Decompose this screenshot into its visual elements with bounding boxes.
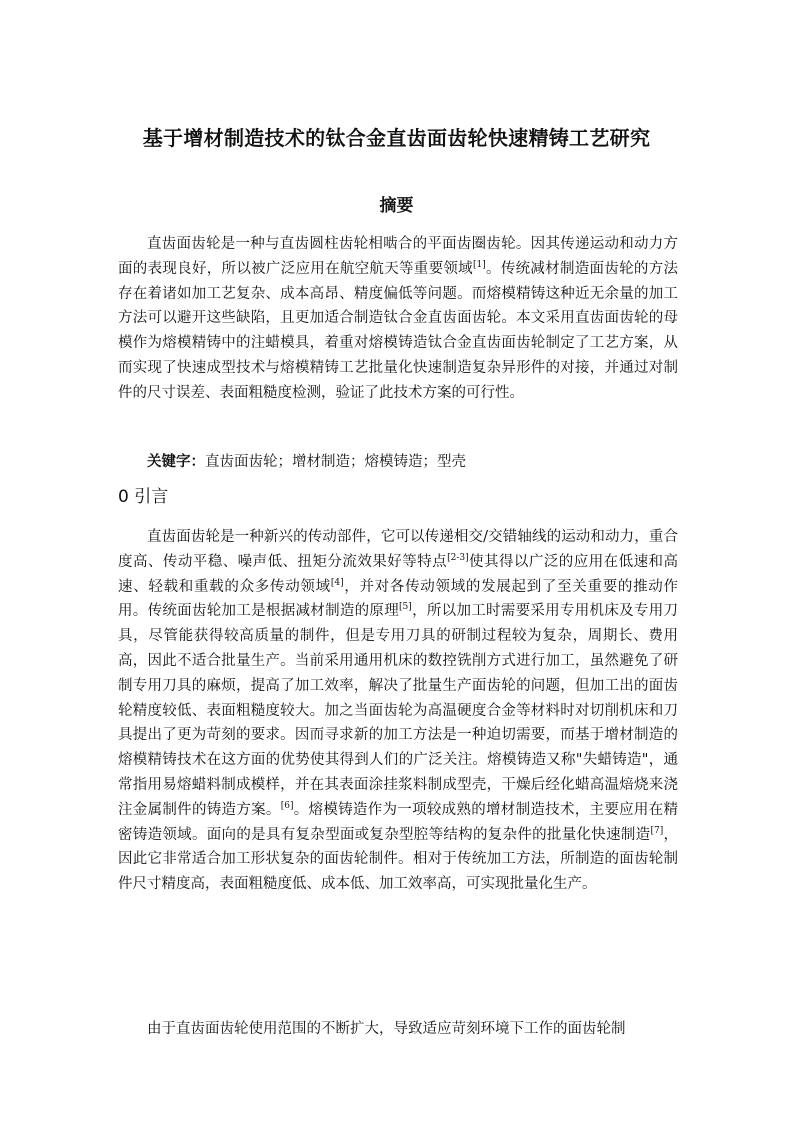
abstract-heading: 摘要 (379, 196, 414, 216)
body-text-part: ，所以加工时需要采用专用机床及专用刀具，尽管能获得较高质量的制件，但是专用刀具的研制过程较为复杂，周期长、费用高，因此不适合批量生产。当前采用通用机床的数控铣削方式进行加工，虽然避免了研制专用刀具的麻烦，提高了加工效率，解决了批量生产面齿轮的问题，但加工出的面齿轮精度较低、表面粗糙度较大。加之当面齿轮为高温硬度合金等材料时对切削机床和刀具提出了更为苛刻的要求。因而寻求新的加工方法是一种迫切需要，而基于增材制造的熔模精铸技术在这方面的优势使其得到人们的广泛关注。熔模铸造又称"失蜡铸造"，通常指用易熔蜡料制成模样，并在其表面涂挂浆料制成型壳，干燥后经化蜡高温焙烧来浇注金属制件的铸造方案。 (118, 603, 679, 818)
body-text-part: 。熔模铸造作为一项较成熟的增材制造技术，主要应用在精密铸造领域。面向的是具有复杂型面或复杂型腔等结构的复杂件的批量化快速制造 (118, 801, 679, 843)
paper-title: 基于增材制造技术的钛合金直齿面齿轮快速精铸工艺研究 (142, 126, 651, 150)
keywords-line (118, 450, 678, 474)
abstract-paragraph (118, 232, 678, 406)
body-text-part: ，并对各传动领域的发展起到了至关重要的推动作用。传统面齿轮加工是根据减材制造的原理 (118, 578, 679, 620)
body-text-part: 直齿面齿轮是一种新兴的传动部件，它可以传递相交/交错轴线的运动和动力，重合度高、传动平稳、噪声低、扭矩分流效果好等特点 (118, 529, 678, 570)
body-text-part: ，因此它非常适合加工形状复杂的面齿轮制件。相对于传统加工方法，所制造的面齿轮制件尺寸精度高，表面粗糙度低、成本低、加工效率高，可实现批量化生产。 (118, 826, 679, 893)
section-heading-introduction: 0 引言 (118, 487, 169, 507)
introduction-paragraph-2: 由于直齿面齿轮使用范围的不断扩大，导致适应苛刻环境下工作的面齿轮制 (147, 1021, 626, 1037)
abstract-text-part: 直齿面齿轮是一种与直齿圆柱齿轮相啮合的平面齿圈齿轮。因其传递运动和动力方面的表现良好，所以被广泛应用在航空航天等重要领域 (118, 236, 678, 277)
citation-ref: [2-3] (447, 552, 469, 563)
body-text-part: 使其得以广泛的应用在低速和高速、轻载和重载的众多传动领域 (118, 553, 679, 595)
citation-ref: [6] (280, 800, 294, 811)
introduction-paragraph (118, 525, 678, 897)
keywords-text: 直齿面齿轮；增材制造；熔模铸造；型壳 (205, 454, 466, 470)
citation-ref: [5] (399, 602, 412, 613)
keywords-label: 关键字： (147, 454, 205, 470)
citation-ref: [1] (472, 259, 486, 270)
citation-ref: [7] (650, 825, 664, 836)
abstract-text-part: 。传统减材制造面齿轮的方法存在着诸如加工艺复杂、成本高昂、精度偏低等问题。而熔模精铸这种近无余量的加工方法可以避开这些缺陷，且更加适合制造钛合金直齿面齿轮。本文采用直齿面齿轮的母模作为熔模精铸中的注蜡模具，着重对熔模铸造钛合金直齿面齿轮制定了工艺方案，从而实现了快速成型技术与熔模精铸工艺批量化快速制造复杂异形件的对接，并通过对制件的尺寸误差、表面粗糙度检测，验证了此技术方案的可行性。 (118, 260, 679, 401)
citation-ref: [4] (330, 577, 344, 588)
